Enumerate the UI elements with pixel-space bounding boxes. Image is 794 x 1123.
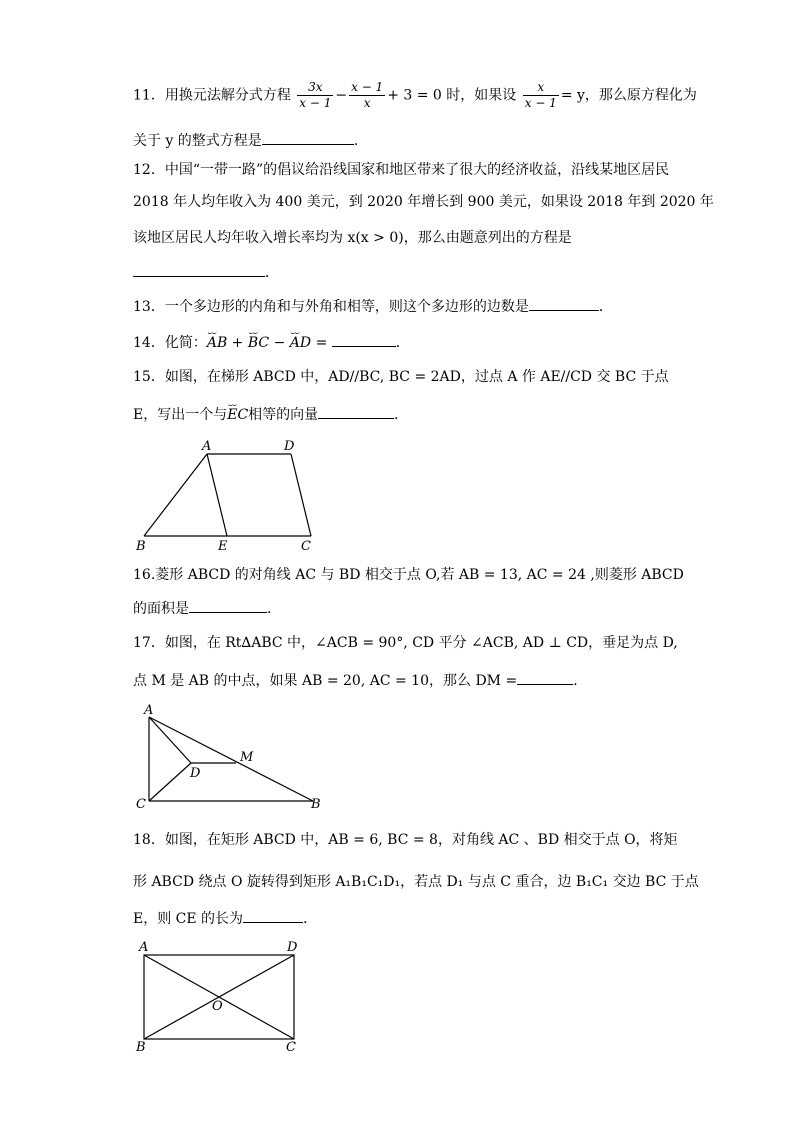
q16-line2: 的面积是 ． [133, 598, 281, 619]
q12-line4: ． [133, 262, 279, 283]
segment-ad [149, 717, 191, 763]
vector-ab: ⌣⌣ AB [207, 333, 227, 353]
label-b: B [311, 797, 321, 812]
vector-ec: ⌣⌣ EC [227, 405, 248, 425]
q12-line3: 该地区居民人均年收入增长率均为 x(x > 0)，那么由题意列出的方程是 [133, 230, 572, 246]
q15-answer-blank[interactable] [318, 404, 394, 419]
q15-line1: 15．如图，在梯形 ABCD 中，AD//BC, BC = 2AD，过点 A 作 AE//CD 交 BC 于点 [133, 369, 669, 385]
label-d: D [284, 439, 295, 454]
q14-answer-blank[interactable] [332, 332, 396, 347]
trapezoid-figure [130, 436, 330, 558]
q17-answer-blank[interactable] [517, 670, 573, 685]
q16-line1: 16.菱形 ABCD 的对角线 AC 与 BD 相交于点 O,若 AB = 13, AC = 24 ,则菱形 ABCD [133, 567, 684, 583]
rectangle-figure [132, 938, 310, 1056]
q13-line: 13．一个多边形的内角和与外角和相等，则这个多边形的边数是 ． [133, 296, 613, 317]
q18-line3: E，则 CE 的长为 ． [133, 908, 317, 929]
q12-line2: 2018 年人均年收入为 400 美元，到 2020 年增长到 900 美元，如果设 2018 年到 2020 年 [133, 194, 714, 210]
q11-text-b: + 3 = 0 时，如果设 [387, 87, 517, 104]
label-a: A [202, 439, 212, 454]
q11-fraction-2: $\frac{x - 1}{x}$ [351, 80, 384, 110]
segment-cd [149, 763, 191, 801]
q11-line1: 11．用换元法解分式方程 $\frac{3x}{x - 1}$ − $\frac{x - 1}{x}$ + 3 = 0 时，如果设 $\frac{x}{x - 1}$ = y，那么原方程化为 [133, 80, 697, 110]
segment-ab [144, 454, 207, 536]
segment-ae [207, 454, 227, 536]
label-a: A [139, 940, 149, 955]
q16-answer-blank[interactable] [189, 598, 267, 613]
label-b: B [136, 539, 146, 554]
label-d: D [190, 766, 201, 781]
q14-line: 14．化简：⌣⌣ AB + ⌣⌣ BC − ⌣⌣ AD = ． [133, 332, 410, 353]
segment-ab [149, 717, 313, 801]
q12-answer-blank[interactable] [133, 262, 265, 277]
q11-line2: 关于 y 的整式方程是 ． [133, 130, 368, 151]
vector-ad: ⌣⌣ AD [290, 333, 311, 353]
q11-answer-blank[interactable] [262, 130, 354, 145]
segment-dc [291, 454, 311, 536]
label-b: B [136, 1040, 146, 1055]
q15-line2: E，写出一个与⌣⌣ EC相等的向量 ． [133, 404, 408, 425]
q11-fraction-1: $\frac{3x}{x - 1}$ [299, 80, 332, 110]
q18-line1: 18．如图，在矩形 ABCD 中，AB = 6, BC = 8，对角线 AC 、BD 相交于点 O，将矩 [133, 832, 678, 848]
label-c: C [286, 1040, 296, 1055]
label-o: O [212, 999, 223, 1014]
q17-line2: 点 M 是 AB 的中点，如果 AB = 20, AC = 10，那么 DM = ． [133, 670, 587, 691]
q12-line1: 12．中国“一带一路”的倡议给沿线国家和地区带来了很大的经济收益，沿线某地区居民 [133, 162, 670, 178]
q17-line1: 17．如图，在 Rt∆ABC 中，∠ACB = 90°, CD 平分 ∠ACB, AD ⊥ CD，垂足为点 D, [133, 635, 678, 651]
label-d: D [287, 940, 298, 955]
label-m: M [240, 750, 254, 765]
right-triangle-figure [134, 700, 334, 812]
q11-text-a: 11．用换元法解分式方程 [133, 87, 291, 104]
q11-fraction-3: $\frac{x}{x - 1}$ [524, 80, 557, 110]
label-c: C [136, 797, 146, 812]
q11-text-c: = y，那么原方程化为 [560, 87, 697, 104]
vector-bc: ⌣⌣ BC [248, 333, 269, 353]
label-a: A [144, 703, 154, 718]
q18-answer-blank[interactable] [243, 908, 303, 923]
q18-line2: 形 ABCD 绕点 O 旋转得到矩形 A₁B₁C₁D₁，若点 D₁ 与点 C 重合，边 B₁C₁ 交边 BC 于点 [133, 874, 699, 890]
label-c: C [301, 539, 311, 554]
q13-answer-blank[interactable] [529, 296, 599, 311]
label-e: E [218, 539, 228, 554]
